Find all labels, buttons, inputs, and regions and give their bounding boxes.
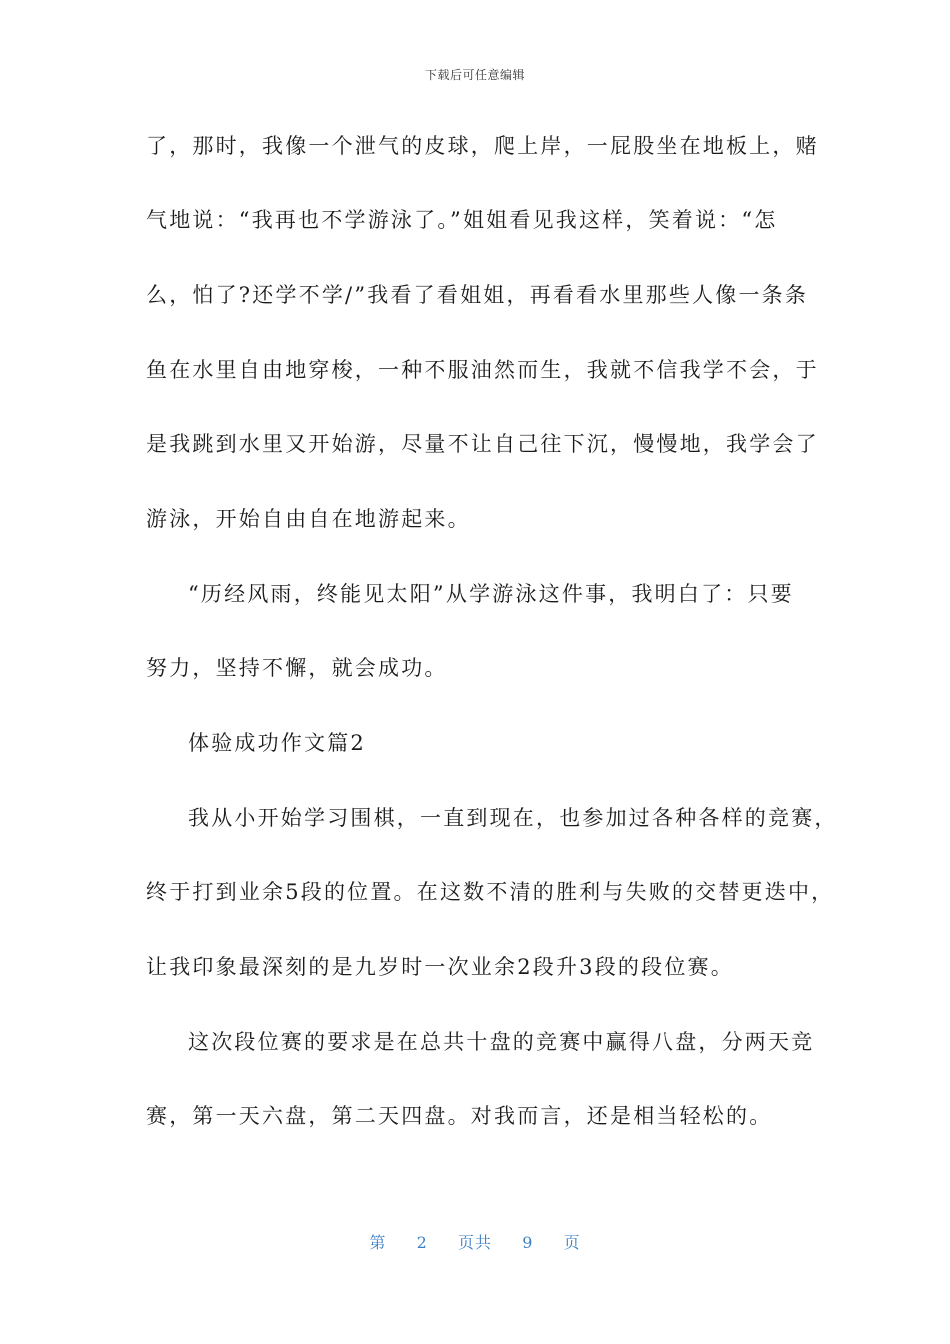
body-line: 这次段位赛的要求是在总共十盘的竞赛中赢得八盘，分两天竞 (188, 1030, 815, 1054)
body-line: 鱼在水里自由地穿梭，一种不服油然而生，我就不信我学不会，于 (146, 358, 819, 382)
section-heading: 体验成功作文篇2 (188, 731, 366, 755)
body-line: 让我印象最深刻的是九岁时一次业余2段升3段的段位赛。 (146, 955, 734, 979)
body-line: 努力，坚持不懈，就会成功。 (146, 656, 448, 680)
page-footer (0, 1230, 950, 1253)
body-line: 是我跳到水里又开始游，尽量不让自己往下沉，慢慢地，我学会了 (146, 432, 819, 456)
footer-suffix: 页 (563, 1233, 581, 1252)
footer-prefix: 第 (369, 1233, 387, 1252)
body-line: 我从小开始学习围棋，一直到现在，也参加过各种各样的竞赛， (188, 806, 838, 830)
body-line: 气地说：“我再也不学游泳了。”姐姐看见我这样，笑着说：“怎 (146, 208, 778, 232)
body-line: “历经风雨，终能见太阳”从学游泳这件事，我明白了：只要 (188, 582, 794, 606)
page-header: 下载后可任意编辑 (424, 68, 525, 82)
body-line: 赛，第一天六盘，第二天四盘。对我而言，还是相当轻松的。 (146, 1104, 773, 1128)
footer-middle: 页共 (457, 1233, 492, 1252)
footer-current-page: 2 (416, 1233, 428, 1252)
body-line: 游泳，开始自由自在地游起来。 (146, 507, 471, 531)
body-line: 了，那时，我像一个泄气的皮球，爬上岸，一屁股坐在地板上，赌 (146, 134, 819, 158)
body-line: 终于打到业余5段的位置。在这数不清的胜利与失败的交替更迭中， (146, 880, 835, 904)
body-line: 么，怕了?还学不学/”我看了看姐姐，再看看水里那些人像一条条 (146, 283, 809, 307)
footer-total-pages: 9 (522, 1233, 534, 1252)
